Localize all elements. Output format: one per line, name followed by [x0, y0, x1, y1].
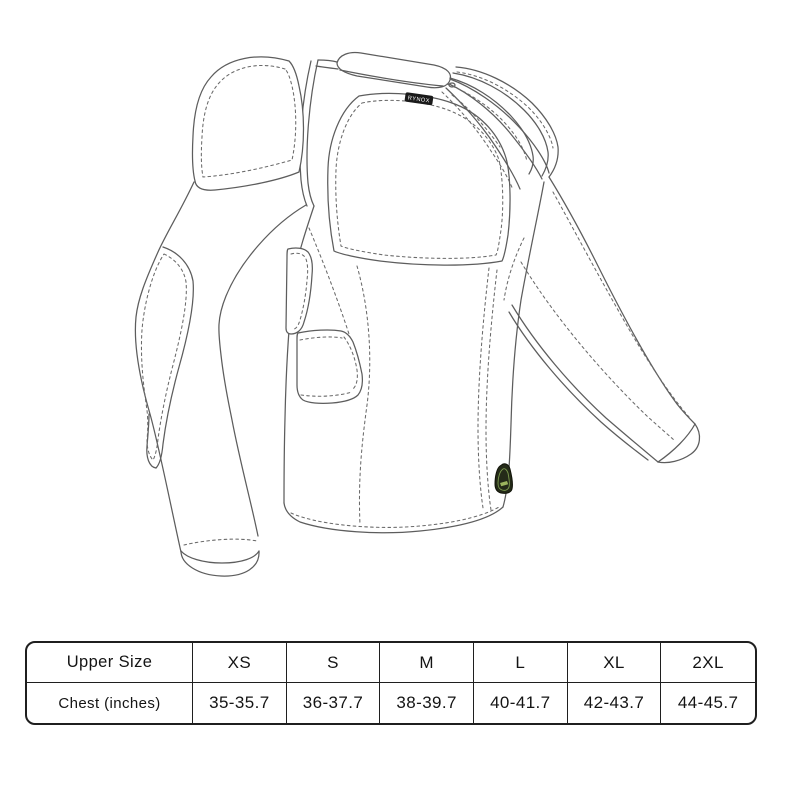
chest-value-xs: 35-35.7 [193, 683, 287, 723]
side-pocket-small [286, 248, 312, 334]
brand-label-text: RYNOX [407, 95, 431, 105]
chest-value-m: 38-39.7 [380, 683, 474, 723]
size-col-s: S [287, 643, 381, 683]
chest-value-xl: 42-43.7 [568, 683, 662, 723]
size-col-xl: XL [568, 643, 662, 683]
chest-value-2xl: 44-45.7 [677, 693, 739, 712]
chest-pad [328, 93, 510, 265]
chest-value-l: 40-41.7 [474, 683, 568, 723]
size-chart-table [25, 641, 757, 725]
logo-patch-body [495, 464, 512, 494]
chest-value-s: 36-37.7 [287, 683, 381, 723]
shoulder-pad [192, 57, 303, 190]
elbow-pad [141, 247, 193, 468]
side-pocket-large [297, 330, 362, 403]
size-col-2xl: 2XL [661, 643, 755, 683]
logo-patch [495, 464, 512, 494]
collar [316, 52, 455, 87]
chest-row-header: Chest (inches) [27, 683, 193, 723]
right-sleeve [509, 177, 700, 463]
size-col-xs: XS [193, 643, 287, 683]
size-col-l: L [474, 643, 568, 683]
size-col-m: M [380, 643, 474, 683]
size-chart-row-header: Upper Size [27, 643, 193, 683]
